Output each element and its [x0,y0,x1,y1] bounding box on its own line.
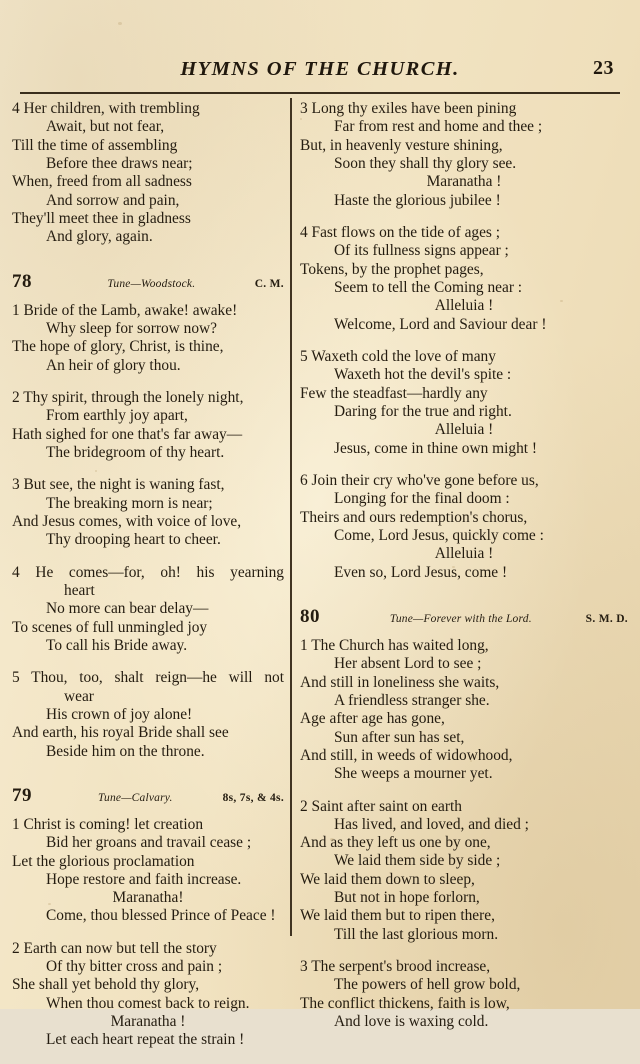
hymn-line: The conflict thickens, faith is low, [300,994,510,1012]
hymn-line: 3 But see, the night is waning fast, [12,476,225,494]
refrain-line: Maranatha ! [426,173,502,191]
hymn-line: We laid them but to ripen there, [300,907,495,925]
hymn-line: Await, but not fear, [46,118,165,136]
hymn-line: When thou comest back to reign. [46,994,250,1012]
hymn-line: Before thee draws near; [46,154,193,172]
hymn-meter: 8s, 7s, & 4s. [222,791,284,804]
paper-speck [118,22,122,25]
stanza [300,472,628,582]
hymn-heading [12,785,284,807]
hymn-tune-name: Tune—Forever with the Lord. [389,612,532,625]
hymn-line: Has lived, and loved, and died ; [334,815,529,833]
stanza [300,637,628,784]
hymn-line: To call his Bride away. [46,636,188,654]
hymn-meter: C. M. [254,277,284,290]
hymn-heading [300,606,628,628]
hymn-line: Daring for the true and right. [334,402,512,420]
page-title: HYMNS OF THE CHURCH. [180,58,460,80]
hymn-line: 2 Saint after saint on earth [300,797,462,815]
header-rule [20,92,620,94]
hymn-line: His crown of joy alone! [46,705,193,723]
hymn-line: 6 Join their cry who've gone before us, [300,471,539,489]
refrain-line: Alleluia ! [434,421,494,439]
hymn-line: 3 Long thy exiles have been pining [300,100,517,117]
hymn-line: But not in hope forlorn, [334,889,480,907]
stanza [12,389,284,462]
hymn-line: 1 The Church has waited long, [300,636,489,654]
hymn-line: We laid them down to sleep, [300,870,475,888]
hymn-line: And Jesus comes, with voice of love, [12,512,242,530]
hymn-line: 2 Earth can now but tell the story [12,939,217,957]
hymn-line: The hope of glory, Christ, is thine, [12,338,224,356]
hymn-meter: S. M. D. [585,612,628,625]
stanza [12,564,284,656]
stanza [300,224,628,334]
hymn-line: 2 Thy spirit, through the lonely night, [12,388,244,406]
hymn-line: We laid them side by side ; [334,852,501,870]
hymn-line: 4 He comes—for, oh! his yearning [12,563,284,581]
stanza [300,348,628,458]
hymn-line: Let each heart repeat the strain ! [46,1031,245,1049]
hymn-line: And still, in weeds of widowhood, [300,746,513,764]
hymn-line: Welcome, Lord and Saviour dear ! [334,315,547,333]
hymn-line: From earthly joy apart, [46,407,188,425]
refrain-line: Maranatha! [112,889,184,907]
hymn-line: And earth, his royal Bride shall see [12,724,229,742]
hymn-tune-name: Tune—Woodstock. [107,277,196,290]
hymn-line: Tokens, by the prophet pages, [300,260,484,278]
hymn-number: 79 [12,784,32,806]
hymn-line: 5 Waxeth cold the love of many [300,347,496,365]
hymn-line: 4 Her children, with trembling [12,100,200,117]
hymn-line: Waxeth hot the devil's spite : [334,366,512,384]
hymn [12,271,284,761]
right-column [300,100,628,1045]
refrain-line: Alleluia ! [434,297,494,315]
hymn-line: Few the steadfast—hardly any [300,384,488,402]
hymn-line: Age after age has gone, [300,710,445,728]
hymn-line: 4 Fast flows on the tide of ages ; [300,223,501,241]
left-column [12,100,284,1064]
hymn-line: And sorrow and pain, [46,191,180,209]
stanza [12,669,284,761]
hymn-line: The breaking morn is near; [46,494,213,512]
hymn-line: Let the glorious proclamation [12,852,195,870]
hymn [300,606,628,1032]
hymn-line: Till the last glorious morn. [334,925,499,943]
continued-stanza [12,100,284,247]
stanza [300,958,628,1031]
column-divider-rule [290,98,292,936]
hymn-line: When, freed from all sadness [12,173,192,191]
hymn-line: Come, Lord Jesus, quickly come : [334,526,544,544]
hymn-line: 5 Thou, too, shalt reign—he will not [12,669,284,687]
hymn-line: Of thy bitter cross and pain ; [46,958,223,976]
hymn-line: An heir of glory thou. [46,356,181,374]
hymn-line: Jesus, come in thine own might ! [334,439,538,457]
continued-hymn-stanzas [300,100,628,582]
hymn-tune-name: Tune—Calvary. [98,791,173,804]
hymn-line: No more can bear delay— [46,600,209,618]
hymn-line: To scenes of full unmingled joy [12,618,208,636]
hymn-line: The powers of hell grow bold, [334,976,521,994]
stanza [300,798,628,945]
hymn-line: 1 Bride of the Lamb, awake! awake! [12,301,238,319]
hymn-line: But, in heavenly vesture shining, [300,136,503,154]
hymn-line: Why sleep for sorrow now? [46,319,217,337]
hymn-line: She shall yet behold thy glory, [12,976,200,994]
hymn-line: She weeps a mourner yet. [334,765,493,783]
hymn-line: A friendless stranger she. [334,691,490,709]
hymn-line: Beside him on the throne. [46,742,205,760]
hymn-line: Bid her groans and travail cease ; [46,834,252,852]
hymn-line: Her absent Lord to see ; [334,655,482,673]
hymn-line: Sun after sun has set, [334,728,465,746]
hymn-line: And still in loneliness she waits, [300,673,500,691]
left-hymn-list [12,271,284,1050]
page-number: 23 [593,57,614,79]
hymn-line: Even so, Lord Jesus, come ! [334,563,508,581]
right-hymn-list [300,606,628,1032]
hymn-number: 80 [300,605,320,627]
hymn-line: Theirs and ours redemption's chorus, [300,508,528,526]
stanza [12,940,284,1050]
hymn-line: They'll meet thee in gladness [12,209,191,227]
stanza [12,816,284,926]
hymn-line: And glory, again. [46,228,153,246]
stanza [12,302,284,375]
hymn-line: Thy drooping heart to cheer. [46,531,221,549]
hymn-line: Seem to tell the Coming near : [334,278,523,296]
hymn-line: Far from rest and home and thee ; [334,118,543,136]
refrain-line: Alleluia ! [434,545,494,563]
stanza [12,476,284,549]
hymn-line: And as they left us one by one, [300,834,491,852]
hymn-line: Of its fullness signs appear ; [334,242,509,260]
hymn-line: Till the time of assembling [12,136,178,154]
hymn [12,785,284,1050]
hymn-line: wear [64,687,94,705]
hymn-line: The bridegroom of thy heart. [46,443,225,461]
hymn-heading [12,271,284,293]
hymn-line: Haste the glorious jubilee ! [334,191,501,209]
hymn-line: Come, thou blessed Prince of Peace ! [46,907,276,925]
stanza [300,100,628,210]
hymn-line: Hope restore and faith increase. [46,870,242,888]
hymn-line: Soon they shall thy glory see. [334,154,517,172]
hymn-line: 3 The serpent's brood increase, [300,958,491,976]
hymn-line: Longing for the final doom : [334,490,510,508]
hymn-line: And love is waxing cold. [334,1013,489,1031]
hymn-line: Hath sighed for one that's far away— [12,425,243,443]
hymn-line: 1 Christ is coming! let creation [12,815,204,833]
refrain-line: Maranatha ! [110,1013,186,1031]
hymn-number: 78 [12,270,32,292]
hymn-line: heart [64,581,95,599]
